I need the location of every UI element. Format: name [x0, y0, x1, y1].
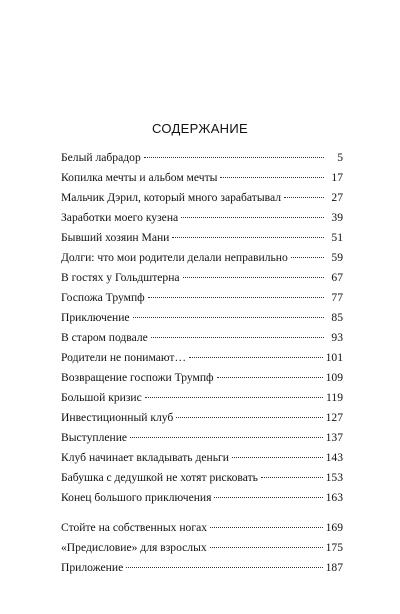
dot-leader [189, 357, 323, 358]
toc-entry-title: Белый лабрадор [61, 151, 141, 164]
toc-entry-title: Бабушка с дедушкой не хотят рисковать [61, 471, 258, 484]
toc-heading: СОДЕРЖАНИЕ [151, 121, 248, 136]
toc-entry-title: Заработки моего кузена [61, 211, 179, 224]
toc-entry-title: В старом подвале [61, 331, 148, 344]
toc-entry-page: 163 [325, 491, 343, 504]
dot-leader [232, 457, 323, 458]
dot-leader [172, 237, 324, 238]
toc-entry [61, 150, 343, 166]
dot-leader [210, 527, 323, 528]
toc-entry [61, 270, 343, 286]
dot-leader [210, 547, 323, 548]
toc-entry-page: 27 [331, 191, 343, 204]
toc-entry [61, 490, 343, 506]
dot-leader [181, 217, 324, 218]
toc-entry-title: Приложение [61, 561, 124, 574]
toc-entry [61, 410, 343, 426]
toc-entry-page: 153 [325, 471, 343, 484]
toc-entry [61, 430, 343, 446]
toc-entry [61, 560, 343, 576]
toc-entry-page: 119 [326, 391, 343, 404]
toc-entry-page: 175 [325, 541, 343, 554]
toc-entry [61, 350, 343, 366]
toc-entry-page: 143 [325, 451, 343, 464]
toc-entry-title: Мальчик Дэрил, который много зарабатывал [61, 191, 281, 204]
dot-leader [217, 377, 323, 378]
dot-leader [145, 397, 323, 398]
dot-leader [176, 417, 322, 418]
dot-leader [151, 337, 324, 338]
toc-entry-title: Клуб начинает вкладывать деньги [61, 451, 229, 464]
toc-entry-page: 5 [337, 151, 343, 164]
toc-entry [61, 230, 343, 246]
toc-entry-title: Долги: что мои родители делали неправильно [61, 251, 288, 264]
toc-entry-title: Бывший хозяин Мани [61, 231, 170, 244]
toc-entry [61, 170, 343, 186]
toc-entry-page: 109 [325, 371, 343, 384]
toc-entry-page: 127 [325, 411, 343, 424]
toc-entry [61, 190, 343, 206]
toc-entry-page: 77 [331, 291, 343, 304]
toc-entry-page: 51 [331, 231, 343, 244]
toc-entry [61, 370, 343, 386]
toc-entry-title: Родители не понимают… [61, 351, 187, 364]
dot-leader [183, 277, 324, 278]
toc-entry-page: 59 [331, 251, 343, 264]
toc-entry [61, 470, 343, 486]
toc-entry-page: 67 [331, 271, 343, 284]
toc-entry-page: 137 [325, 431, 343, 444]
toc-entry-title: Возвращение госпожи Трумпф [61, 371, 214, 384]
toc-entry-title: Копилка мечты и альбом мечты [61, 171, 218, 184]
toc-entry-page: 187 [325, 561, 343, 574]
toc-entry-title: Стойте на собственных ногах [61, 521, 208, 534]
toc-entry-page: 39 [331, 211, 343, 224]
toc-entry [61, 250, 343, 266]
toc-entry [61, 540, 343, 556]
toc-entry-page: 101 [325, 351, 343, 364]
dot-leader [133, 317, 324, 318]
dot-leader [284, 197, 324, 198]
toc-entry-page: 169 [325, 521, 343, 534]
toc-entry-title: Госпожа Трумпф [61, 291, 145, 304]
toc-entry [61, 210, 343, 226]
dot-leader [261, 477, 323, 478]
toc-entry-title: В гостях у Гольдштерна [61, 271, 180, 284]
dot-leader [126, 567, 322, 568]
toc-entry-page: 93 [331, 331, 343, 344]
toc-entry-page: 85 [331, 311, 343, 324]
toc-entry-title: «Предисловие» для взрослых [61, 541, 207, 554]
dot-leader [291, 257, 324, 258]
toc-entry-title: Инвестиционный клуб [61, 411, 174, 424]
dot-leader [220, 177, 324, 178]
toc-entry [61, 290, 343, 306]
toc-entry-title: Конец большого приключения [61, 491, 212, 504]
toc-entry-title: Выступление [61, 431, 128, 444]
toc-entry [61, 520, 343, 536]
dot-leader [130, 437, 323, 438]
toc-entry [61, 390, 343, 406]
toc-entry [61, 310, 343, 326]
toc-entry [61, 330, 343, 346]
toc-entry-page: 17 [331, 171, 343, 184]
dot-leader [148, 297, 324, 298]
toc-entry-title: Большой кризис [61, 391, 142, 404]
toc-entry-title: Приключение [61, 311, 130, 324]
toc-entry [61, 450, 343, 466]
dot-leader [214, 497, 322, 498]
dot-leader [144, 157, 324, 158]
